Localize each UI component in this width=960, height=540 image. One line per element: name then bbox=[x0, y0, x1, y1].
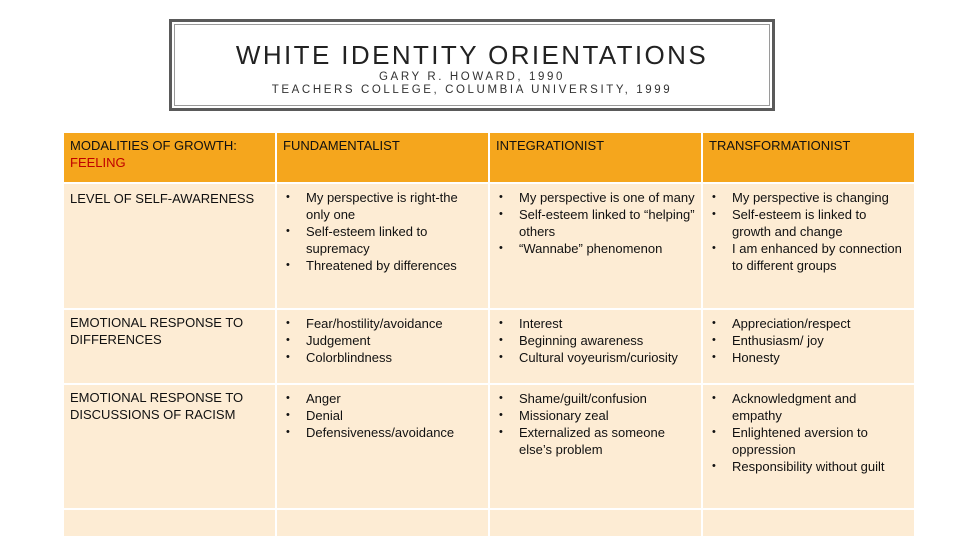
transformationist-cell bbox=[702, 183, 915, 309]
list-item: • Self-esteem linked to supremacy bbox=[283, 223, 482, 257]
list-item: • Cultural voyeurism/curiosity bbox=[496, 349, 695, 366]
list-item: • Judgement bbox=[283, 332, 482, 349]
empty-cell bbox=[489, 509, 702, 537]
empty-cell bbox=[276, 509, 489, 537]
row-label: LEVEL OF SELF-AWARENESS bbox=[63, 183, 276, 309]
integrationist-cell bbox=[489, 384, 702, 509]
integrationist-cell bbox=[489, 183, 702, 309]
list-item: • Appreciation/respect bbox=[709, 315, 908, 332]
header-integrationist: INTEGRATIONIST bbox=[489, 132, 702, 183]
list-item: • I am enhanced by connection to different groups bbox=[709, 240, 908, 274]
list-item: • Fear/hostility/avoidance bbox=[283, 315, 482, 332]
row-label: EMOTIONAL RESPONSE TO DIFFERENCES bbox=[63, 309, 276, 384]
list-item: • Responsibility without guilt bbox=[709, 458, 908, 475]
transformationist-cell bbox=[702, 384, 915, 509]
slide-title: WHITE IDENTITY ORIENTATIONS bbox=[235, 40, 709, 70]
list-item: • Enlightened aversion to oppression bbox=[709, 424, 908, 458]
transformationist-cell bbox=[702, 309, 915, 384]
modalities-feeling: FEELING bbox=[70, 155, 126, 170]
list-item: • Missionary zeal bbox=[496, 407, 695, 424]
title-box bbox=[169, 19, 775, 111]
list-item: • Acknowledgment and empathy bbox=[709, 390, 908, 424]
list-item: • Enthusiasm/ joy bbox=[709, 332, 908, 349]
table-row bbox=[63, 384, 915, 509]
list-item: • Externalized as someone else’s problem bbox=[496, 424, 695, 458]
fundamentalist-cell bbox=[276, 309, 489, 384]
list-item: • “Wannabe” phenomenon bbox=[496, 240, 695, 257]
empty-cell bbox=[63, 509, 276, 537]
empty-cell bbox=[702, 509, 915, 537]
fundamentalist-cell bbox=[276, 183, 489, 309]
table-row bbox=[63, 309, 915, 384]
header-transformationist: TRANSFORMATIONIST bbox=[702, 132, 915, 183]
table-row-empty bbox=[63, 509, 915, 537]
integrationist-cell bbox=[489, 309, 702, 384]
header-modalities bbox=[63, 132, 276, 183]
modalities-label: MODALITIES OF GROWTH: bbox=[70, 138, 237, 153]
list-item: • Honesty bbox=[709, 349, 908, 366]
list-item: • Anger bbox=[283, 390, 482, 407]
list-item: • Interest bbox=[496, 315, 695, 332]
table-row bbox=[63, 183, 915, 309]
list-item: • My perspective is one of many bbox=[496, 189, 695, 206]
fundamentalist-cell bbox=[276, 384, 489, 509]
list-item: • Threatened by differences bbox=[283, 257, 482, 274]
list-item: • Colorblindness bbox=[283, 349, 482, 366]
header-fundamentalist: FUNDAMENTALIST bbox=[276, 132, 489, 183]
list-item: • My perspective is right-the only one bbox=[283, 189, 482, 223]
slide-subtitle-institution: TEACHERS COLLEGE, COLUMBIA UNIVERSITY, 1999 bbox=[271, 84, 673, 96]
list-item: • Self-esteem is linked to growth and change bbox=[709, 206, 908, 240]
orientation-table bbox=[62, 131, 916, 538]
list-item: • Defensiveness/avoidance bbox=[283, 424, 482, 441]
list-item: • Shame/guilt/confusion bbox=[496, 390, 695, 407]
list-item: • My perspective is changing bbox=[709, 189, 908, 206]
list-item: • Self-esteem linked to “helping” others bbox=[496, 206, 695, 240]
list-item: • Denial bbox=[283, 407, 482, 424]
list-item: • Beginning awareness bbox=[496, 332, 695, 349]
table-header-row bbox=[63, 132, 915, 183]
row-label: EMOTIONAL RESPONSE TO DISCUSSIONS OF RACISM bbox=[63, 384, 276, 509]
slide-subtitle-author: GARY R. HOWARD, 1990 bbox=[379, 71, 565, 83]
